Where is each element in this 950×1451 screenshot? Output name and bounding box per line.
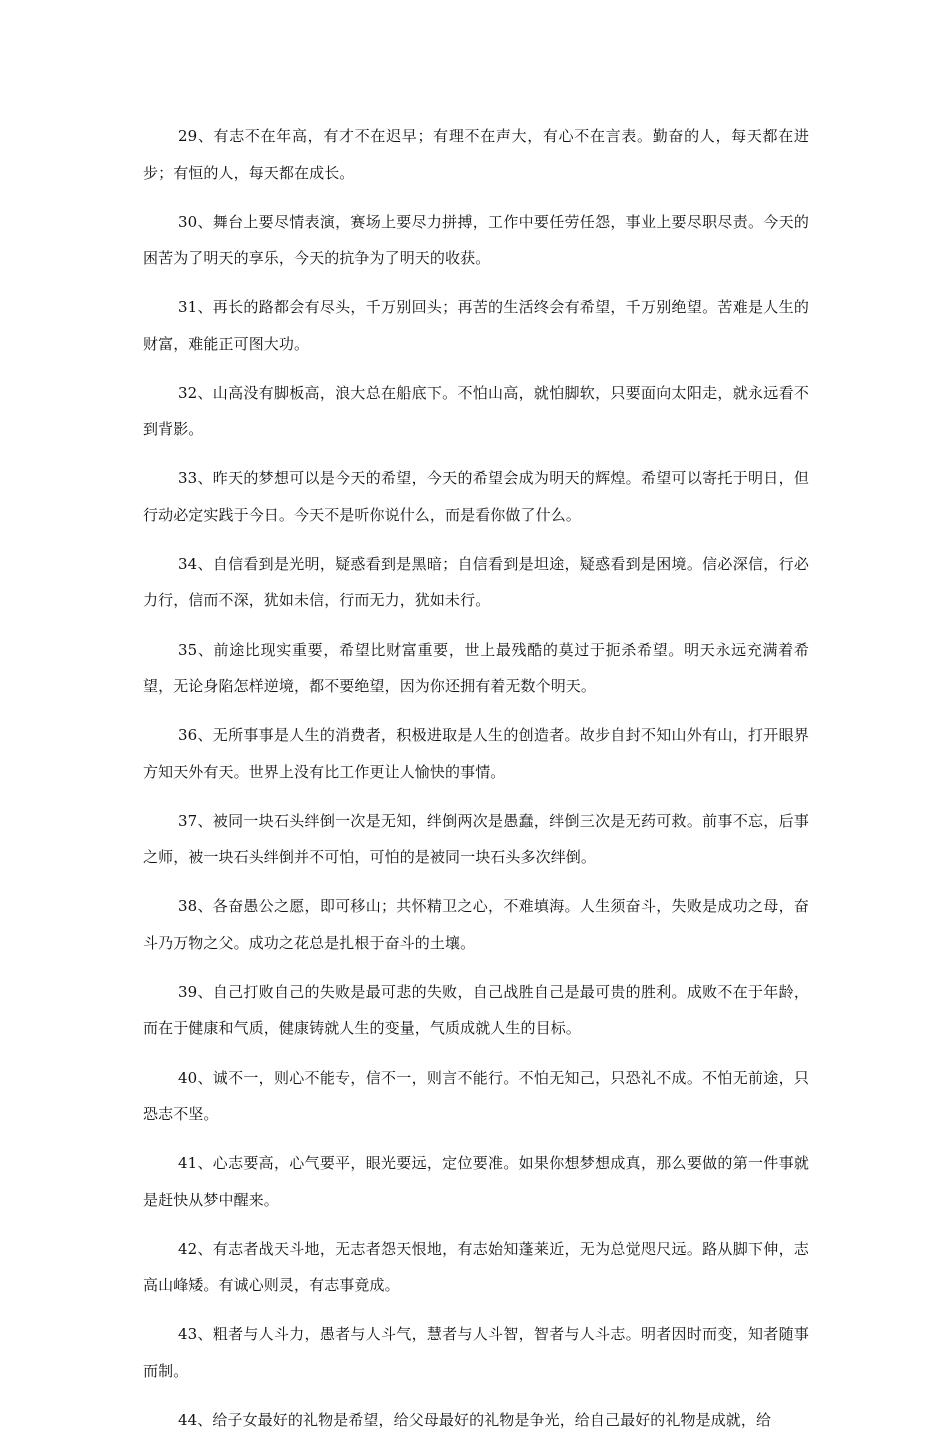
quote-paragraph-29: 29、有志不在年高，有才不在迟早；有理不在声大，有心不在言表。勤奋的人，每天都在进步；有恒的人，每天都在成长。 xyxy=(143,127,809,182)
quote-paragraph-33: 33、昨天的梦想可以是今天的希望，今天的希望会成为明天的辉煌。希望可以寄托于明日，但行动必定实践于今日。今天不是听你说什么，而是看你做了什么。 xyxy=(143,469,809,524)
quote-paragraph-35: 35、前途比现实重要，希望比财富重要，世上最残酷的莫过于扼杀希望。明天永远充满着希望，无论身陷怎样逆境，都不要绝望，因为你还拥有着无数个明天。 xyxy=(143,640,809,696)
quote-paragraph-40: 40、诚不一，则心不能专，信不一，则言不能行。不怕无知己，只恐礼不成。不怕无前途，只恐志不坚。 xyxy=(143,1068,809,1124)
quote-paragraph-41: 41、心志要高，心气要平，眼光要远，定位要准。如果你想梦想成真，那么要做的第一件事就是赶快从梦中醒来。 xyxy=(143,1154,809,1209)
quote-paragraph-44: 44、给子女最好的礼物是希望，给父母最好的礼物是争光，给自己最好的礼物是成就，给 xyxy=(178,1410,772,1429)
quote-paragraph-39: 39、自己打败自己的失败是最可悲的失败，自己战胜自己是最可贵的胜利。成败不在于年龄，而在于健康和气质，健康铸就人生的变量，气质成就人生的目标。 xyxy=(143,982,809,1038)
quote-paragraph-32: 32、山高没有脚板高，浪大总在船底下。不怕山高，就怕脚软，只要面向太阳走，就永远看不到背影。 xyxy=(143,383,809,439)
quote-paragraph-38: 38、各奋愚公之愿，即可移山；共怀精卫之心，不难填海。人生须奋斗，失败是成功之母，奋斗乃万物之父。成功之花总是扎根于奋斗的土壤。 xyxy=(143,897,809,952)
quote-paragraph-42: 42、有志者战天斗地，无志者怨天恨地，有志始知蓬莱近，无为总觉咫尺远。路从脚下伸，志高山峰矮。有诚心则灵，有志事竟成。 xyxy=(143,1239,809,1295)
quote-paragraph-30: 30、舞台上要尽情表演，赛场上要尽力拼搏，工作中要任劳任怨，事业上要尽职尽责。今天的困苦为了明天的享乐，今天的抗争为了明天的收获。 xyxy=(143,212,809,268)
document-body xyxy=(143,118,809,1451)
quote-paragraph-36: 36、无所事事是人生的消费者，积极进取是人生的创造者。故步自封不知山外有山，打开眼界方知天外有天。世界上没有比工作更让人愉快的事情。 xyxy=(143,726,809,781)
quote-paragraph-31: 31、再长的路都会有尽头，千万别回头；再苦的生活终会有希望，千万别绝望。苦难是人生的财富，难能正可图大功。 xyxy=(143,298,809,353)
quote-paragraph-37: 37、被同一块石头绊倒一次是无知，绊倒两次是愚蠢，绊倒三次是无药可救。前事不忘，后事之师，被一块石头绊倒并不可怕，可怕的是被同一块石头多次绊倒。 xyxy=(143,811,809,867)
quote-paragraph-34: 34、自信看到是光明，疑惑看到是黑暗；自信看到是坦途，疑惑看到是困境。信必深信，行必力行，信而不深，犹如未信，行而无力，犹如未行。 xyxy=(143,554,809,610)
quote-paragraph-43: 43、粗者与人斗力，愚者与人斗气，慧者与人斗智，智者与人斗志。明者因时而变，知者随事而制。 xyxy=(143,1325,809,1380)
